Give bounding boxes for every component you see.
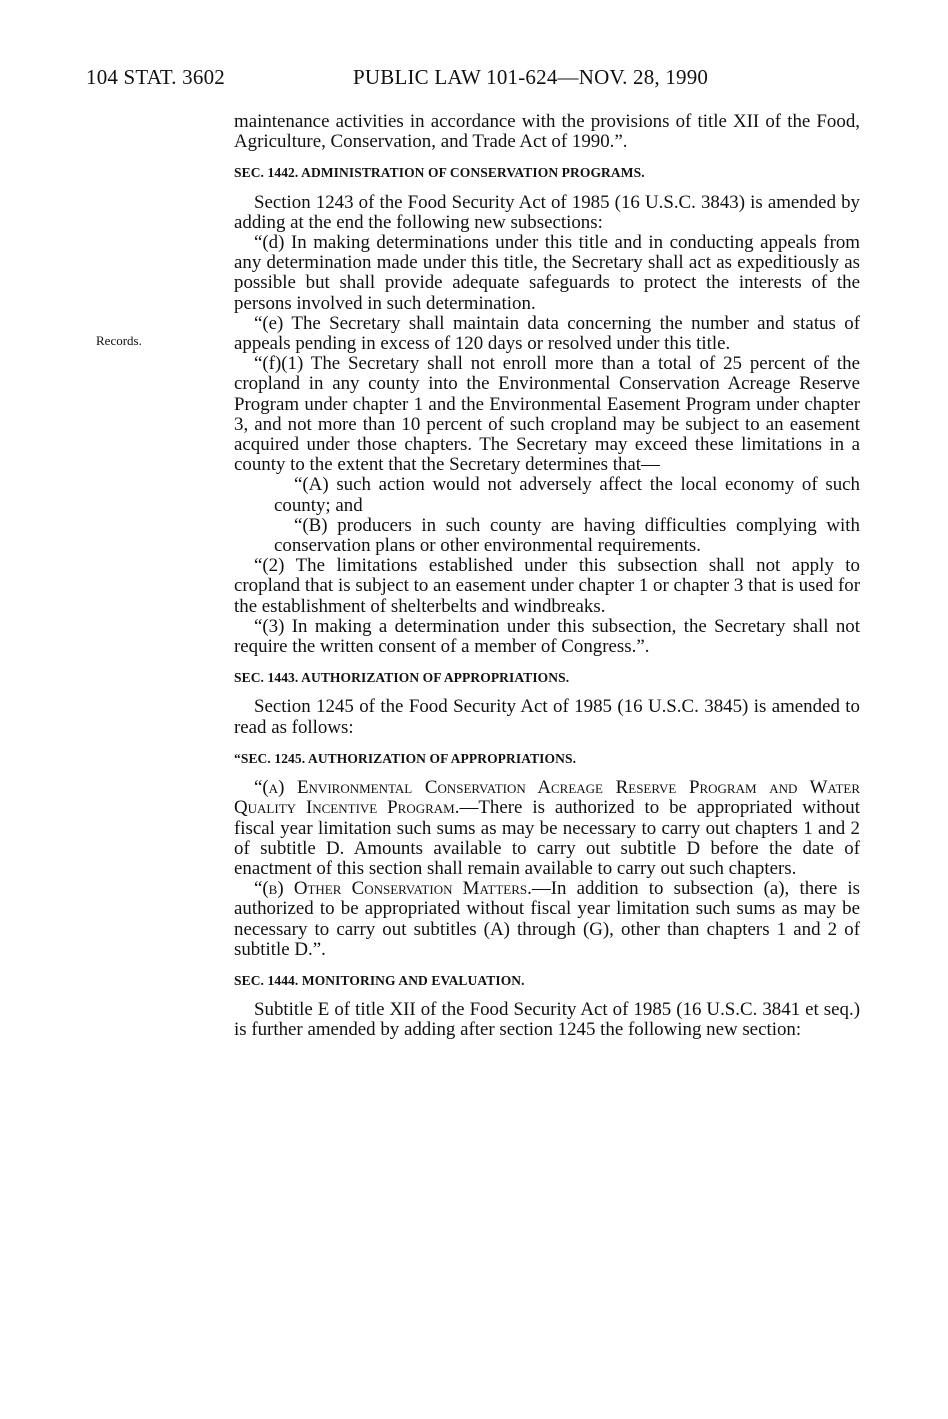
subparagraph-a: “(A) such action would not adversely affect the local economy of such county; and bbox=[274, 474, 860, 516]
subsection-a bbox=[234, 778, 860, 879]
document-body bbox=[234, 112, 860, 1041]
subsection-b-heading: “(b) Other Conservation Matters. bbox=[254, 878, 532, 900]
subsection-b bbox=[234, 879, 860, 960]
section-1444-intro: Subtitle E of title XII of the Food Security Act of 1985 (16 U.S.C. 3841 et seq.) is further amended by adding after section 1245 the following new section: bbox=[234, 999, 860, 1041]
subsection-f-2: “(2) The limitations established under this subsection shall not apply to cropland that is subject to an easement under chapter 1 or chapter 3 that is used for the establishment of shelterbelts and windbreaks. bbox=[234, 555, 860, 617]
section-1444-heading: SEC. 1444. MONITORING AND EVALUATION. bbox=[234, 972, 525, 988]
subsection-f-3: “(3) In making a determination under this subsection, the Secretary shall not require the written consent of a member of Congress.”. bbox=[234, 615, 860, 658]
subsection-d: “(d) In making determinations under this title and in conducting appeals from any determination made under this title, the Secretary shall act as expeditiously as possible but shall provide adequate safeguards to protect the interests of the persons involved in such determination. bbox=[234, 232, 860, 314]
subsection-f-1: “(f)(1) The Secretary shall not enroll more than a total of 25 percent of the cropland in any county into the Environmental Conservation Acreage Reserve Program under chapter 1 and the Environmental Easement Program under chapter 3, and not more than 10 percent of such cropland may be subject to an easement acquired under those chapters. The Secretary may exceed these limitations in a county to the extent that the Secretary determines that— bbox=[234, 353, 860, 476]
public-law-citation: PUBLIC LAW 101-624—NOV. 28, 1990 bbox=[353, 65, 709, 89]
margin-note-records: Records. bbox=[96, 333, 142, 348]
section-1443-heading: SEC. 1443. AUTHORIZATION OF APPROPRIATIONS. bbox=[234, 670, 570, 686]
subsection-a-heading: “(a) Environmental Conservation Acreage Reserve Program and Water Quality Incentive Program. bbox=[234, 777, 860, 819]
section-1245-heading: “SEC. 1245. AUTHORIZATION OF APPROPRIATIONS. bbox=[234, 750, 577, 766]
stat-page-number: 104 STAT. 3602 bbox=[86, 65, 225, 89]
paragraph-continued: maintenance activities in accordance with the provisions of title XII of the Food, Agriculture, Conservation, and Trade Act of 1990.”. bbox=[234, 111, 860, 153]
subparagraph-b: “(B) producers in such county are having difficulties complying with conservation plans or other environmental requirements. bbox=[274, 514, 860, 557]
section-1442-intro: Section 1243 of the Food Security Act of 1985 (16 U.S.C. 3843) is amended by adding at the end the following new subsections: bbox=[234, 191, 860, 233]
subsection-b-text: —In addition to subsection (a), there is authorized to be appropriated without fiscal year limitation such sums as may be necessary to carry out subtitles (A) through (G), other than chapters 1 and 2 of subtitle D.”. bbox=[234, 878, 860, 960]
subsection-a-text: —There is authorized to be appropriated without fiscal year limitation such sums as may be necessary to carry out chapters 1 and 2 of subtitle D. Amounts available to carry out subtitle D before the date of enactment of this section shall remain available to carry out such chapters. bbox=[234, 797, 860, 879]
subsection-e: “(e) The Secretary shall maintain data concerning the number and status of appeals pending in excess of 120 days or resolved under this title. bbox=[234, 312, 860, 355]
section-1443-intro: Section 1245 of the Food Security Act of 1985 (16 U.S.C. 3845) is amended to read as follows: bbox=[234, 696, 860, 738]
section-1442-heading: SEC. 1442. ADMINISTRATION OF CONSERVATION PROGRAMS. bbox=[234, 165, 645, 181]
